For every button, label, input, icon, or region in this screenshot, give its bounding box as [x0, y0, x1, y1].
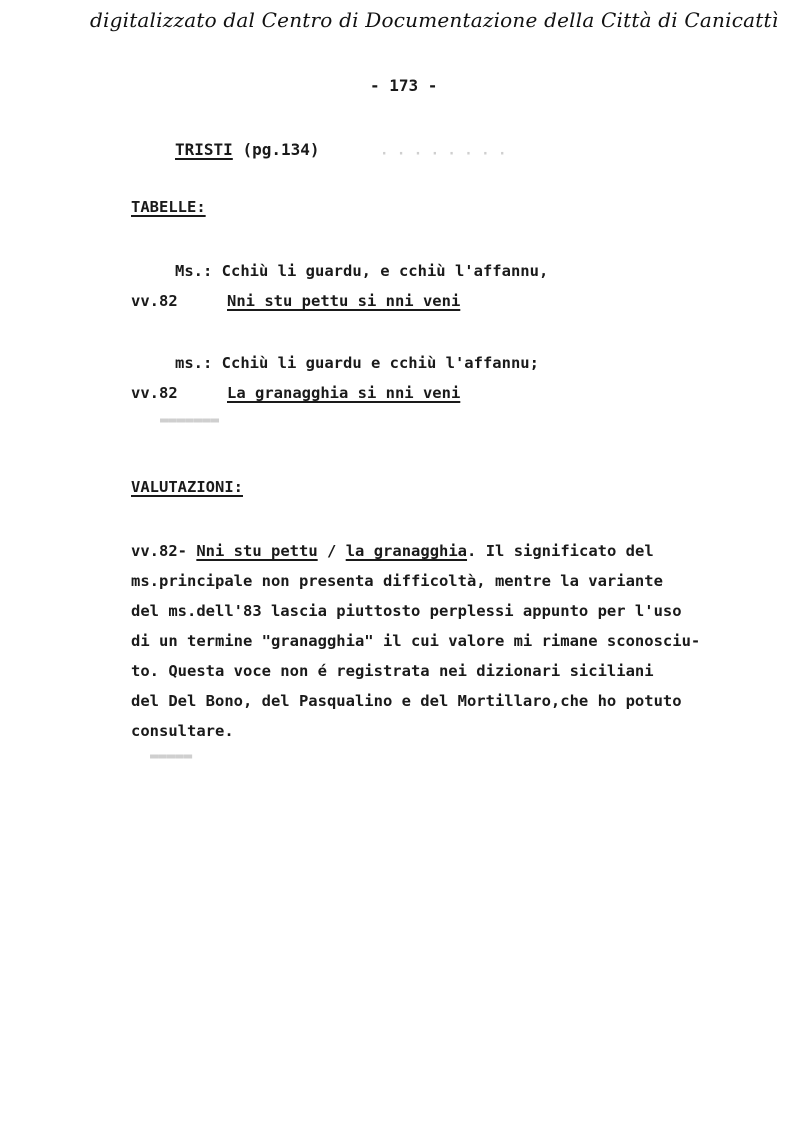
verse-line	[131, 384, 460, 402]
paragraph-line: to. Questa voce non é registrata nei dizionari siciliani	[131, 662, 654, 680]
digitization-watermark: digitalizzato dal Centro di Documentazione della Città di Canicattì	[90, 8, 779, 32]
page-number: - 173 -	[370, 76, 438, 95]
valutazioni-paragraph	[131, 536, 771, 746]
verse-label: vv.82	[131, 292, 178, 310]
verse-line	[131, 292, 460, 310]
tabelle-heading: TABELLE:	[131, 198, 206, 216]
term-variant-2: la granagghia	[345, 542, 468, 560]
bleed-through-mark: · · · · · · · ·	[380, 146, 507, 162]
term-separator: /	[327, 542, 337, 560]
term-variant-1: Nni stu pettu	[196, 542, 318, 560]
ms-label: Ms.:	[175, 262, 213, 280]
paragraph-line-rest: . Il significato del	[467, 542, 654, 560]
paragraph-line: di un termine "granagghia" il cui valore mi rimane sconosciu-	[131, 632, 701, 650]
ms-text: Cchiù li guardu, e cchiù l'affannu,	[221, 262, 549, 280]
paragraph-line: consultare.	[131, 722, 234, 740]
valutazioni-heading: VALUTAZIONI:	[131, 478, 243, 496]
verse-label: vv.82	[131, 384, 178, 402]
verse-prefix: vv.82-	[131, 542, 187, 560]
page-reference: (pg.134)	[242, 140, 320, 159]
paragraph-line: ms.principale non presenta difficoltà, mentre la variante	[131, 572, 663, 590]
manuscript-line	[175, 262, 548, 280]
bleed-through-mark: ▬▬▬▬▬	[150, 748, 193, 764]
paragraph-line: del Del Bono, del Pasqualino e del Mortillaro,che ho potuto	[131, 692, 682, 710]
verse-text: La granagghia si nni veni	[227, 384, 461, 402]
poem-title: TRISTI	[175, 140, 233, 159]
ms-text: Cchiù li guardu e cchiù l'affannu;	[221, 354, 539, 372]
paragraph-line: del ms.dell'83 lascia piuttosto perplessi appunto per l'uso	[131, 602, 682, 620]
manuscript-line	[175, 354, 539, 372]
section-title	[175, 140, 320, 159]
verse-text: Nni stu pettu si nni veni	[227, 292, 461, 310]
bleed-through-mark: ▬▬▬▬▬▬▬	[160, 412, 220, 428]
paragraph-line	[131, 536, 771, 566]
ms-label: ms.:	[175, 354, 213, 372]
